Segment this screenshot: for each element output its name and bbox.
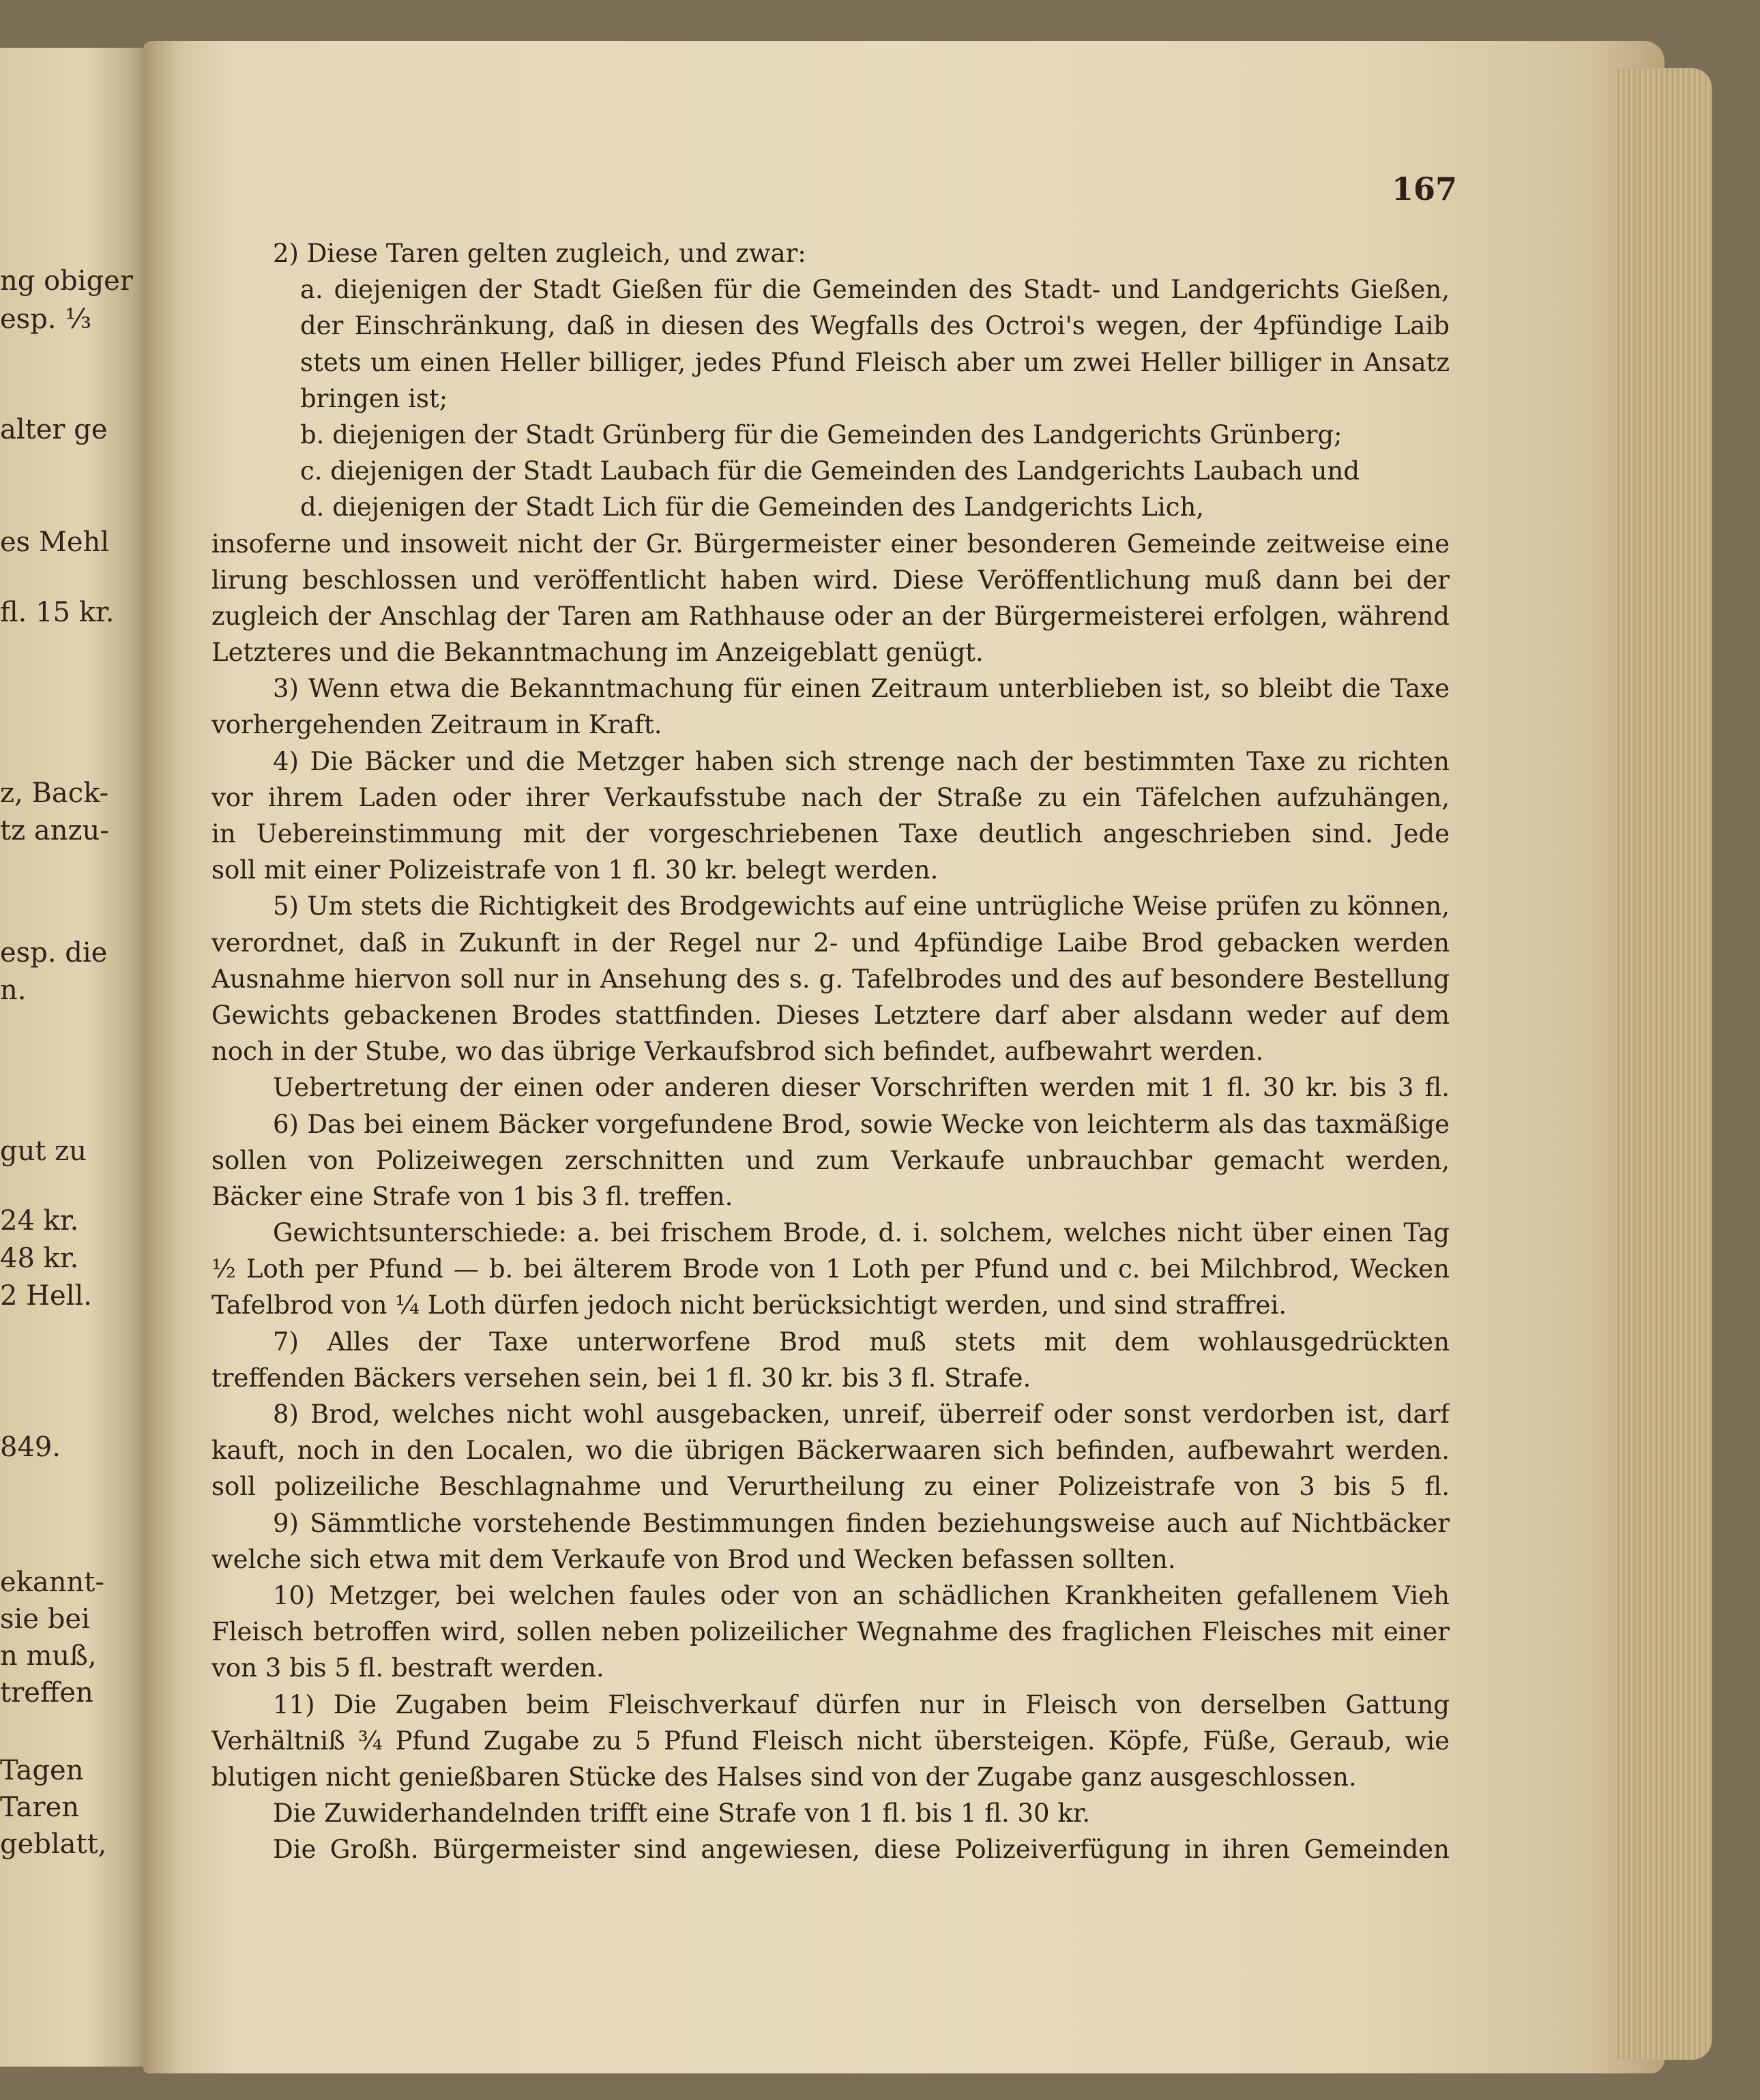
text-line: sollen von Polizeiwegen zerschnitten und zum Verkaufe unbrauchbar gemacht werden,	[211, 1145, 1450, 1175]
text-line: in Uebereinstimmung mit der vorgeschriebenen Taxe deutlich angeschrieben sind. Jede	[211, 819, 1450, 848]
page-fore-edge	[1617, 68, 1712, 2060]
text-line: Letzteres und die Bekanntmachung im Anzeigeblatt genügt.	[211, 638, 984, 668]
text-line: lirung beschlossen und veröffentlicht haben wird. Diese Veröffentlichung muß dann bei der	[211, 565, 1450, 595]
text-line: 9) Sämmtliche vorstehende Bestimmungen finden beziehungsweise auch auf Nichtbäcker	[273, 1508, 1450, 1538]
left-page-fragment: n.	[0, 975, 27, 1006]
text-line: 6) Das bei einem Bäcker vorgefundene Brod, sowie Wecke von leichterm als das taxmäßige	[273, 1109, 1450, 1139]
left-page-fragment: z, Back-	[0, 778, 109, 809]
text-line: kauft, noch in den Localen, wo die übrigen Bäckerwaaren sich befinden, aufbewahrt werden.	[211, 1436, 1450, 1466]
left-page-fragment: ekannt-	[0, 1567, 104, 1598]
text-line: noch in der Stube, wo das übrige Verkaufsbrod sich befindet, aufbewahrt werden.	[211, 1037, 1264, 1067]
text-line: b. diejenigen der Stadt Grünberg für die Gemeinden des Landgerichts Grünberg;	[300, 419, 1343, 449]
text-line: 3) Wenn etwa die Bekanntmachung für einen Zeitraum unterblieben ist, so bleibt die Taxe	[273, 674, 1450, 704]
left-page-fragment: tz anzu-	[0, 815, 109, 846]
text-line: blutigen nicht genießbaren Stücke des Halses sind von der Zugabe ganz ausgeschlossen.	[211, 1762, 1357, 1792]
text-line: insoferne und insoweit nicht der Gr. Bürgermeister einer besonderen Gemeinde zeitweise eine	[211, 529, 1450, 559]
text-line: Verhältniß ¾ Pfund Zugabe zu 5 Pfund Fleisch nicht übersteigen. Köpfe, Füße, Geraub, wie	[211, 1726, 1450, 1756]
left-page-fragment: treffen	[0, 1677, 93, 1709]
text-line: Uebertretung der einen oder anderen dieser Vorschriften werden mit 1 fl. 30 kr. bis 3 fl.	[273, 1073, 1450, 1103]
facing-left-page	[0, 48, 156, 2067]
text-line: Ausnahme hiervon soll nur in Ansehung des s. g. Tafelbrodes und des auf besondere Bestellung	[211, 964, 1450, 994]
text-line: soll polizeiliche Beschlagnahme und Verurtheilung zu einer Polizeistrafe von 3 bis 5 fl.	[211, 1472, 1450, 1502]
left-page-fragment: Tagen	[0, 1755, 84, 1786]
left-page-fragment: esp. die	[0, 937, 108, 968]
page-number: 167	[1392, 171, 1458, 207]
text-line: 5) Um stets die Richtigkeit des Brodgewichts auf eine untrügliche Weise prüfen zu können,	[273, 891, 1450, 921]
body-text	[211, 235, 1450, 1867]
left-page-fragment: alter ge	[0, 414, 108, 445]
text-line: 4) Die Bäcker und die Metzger haben sich strenge nach der bestimmten Taxe zu richten	[273, 746, 1450, 776]
text-line: von 3 bis 5 fl. bestraft werden.	[211, 1653, 604, 1683]
text-line: bringen ist;	[300, 383, 448, 413]
left-page-fragment: es Mehl	[0, 527, 110, 558]
left-page-fragment: esp. ⅓	[0, 304, 92, 335]
text-line: Fleisch betroffen wird, sollen neben polizeilicher Wegnahme des fraglichen Fleisches mit einer	[211, 1617, 1450, 1647]
left-page-fragment: 2 Hell.	[0, 1280, 93, 1312]
left-page-fragment: geblatt,	[0, 1829, 107, 1860]
text-line: 11) Die Zugaben beim Fleischverkauf dürfen nur in Fleisch von derselben Gattung	[273, 1689, 1450, 1719]
text-line: vor ihrem Laden oder ihrer Verkaufsstube nach der Straße zu ein Täfelchen aufzuhängen,	[211, 782, 1450, 812]
left-page-fragment: sie bei	[0, 1603, 90, 1635]
left-page-fragment: n muß,	[0, 1640, 97, 1672]
left-page-fragment: Taren	[0, 1792, 79, 1823]
text-line: Gewichtsunterschiede: a. bei frischem Brode, d. i. solchem, welches nicht über einen Tag	[273, 1218, 1450, 1248]
text-line: ½ Loth per Pfund — b. bei älterem Brode von 1 Loth per Pfund und c. bei Milchbrod, Wecken	[211, 1254, 1450, 1284]
text-line: stets um einen Heller billiger, jedes Pfund Fleisch aber um zwei Heller billiger in Ansatz	[300, 347, 1450, 377]
text-line: 7) Alles der Taxe unterworfene Brod muß stets mit dem wohlausgedrückten	[273, 1327, 1450, 1357]
left-page-fragment: fl. 15 kr.	[0, 597, 115, 628]
text-line: Gewichts gebackenen Brodes stattfinden. Dieses Letztere darf aber alsdann weder auf dem	[211, 1000, 1450, 1030]
text-line: Tafelbrod von ¼ Loth dürfen jedoch nicht berücksichtigt werden, und sind straffrei.	[211, 1290, 1287, 1320]
text-line: der Einschränkung, daß in diesen des Wegfalls des Octroi's wegen, der 4pfündige Laib	[300, 311, 1450, 341]
text-line: Bäcker eine Strafe von 1 bis 3 fl. treffen.	[211, 1181, 733, 1211]
text-line: soll mit einer Polizeistrafe von 1 fl. 30 kr. belegt werden.	[211, 855, 939, 885]
text-line: Die Großh. Bürgermeister sind angewiesen, diese Polizeiverfügung in ihren Gemeinden	[273, 1835, 1450, 1865]
text-line: Die Zuwiderhandelnden trifft eine Strafe von 1 fl. bis 1 fl. 30 kr.	[273, 1799, 1091, 1829]
left-page-fragment: 24 kr.	[0, 1205, 79, 1237]
text-line: vorhergehenden Zeitraum in Kraft.	[211, 710, 662, 740]
text-line: zugleich der Anschlag der Taren am Rathhause oder an der Bürgermeisterei erfolgen, während	[211, 601, 1450, 631]
left-page-fragment: 48 kr.	[0, 1243, 79, 1274]
text-line: 2) Diese Taren gelten zugleich, und zwar:	[273, 239, 806, 268]
left-page-fragment: 849.	[0, 1432, 61, 1463]
text-line: 8) Brod, welches nicht wohl ausgebacken, unreif, überreif oder sonst verdorben ist, darf	[273, 1400, 1450, 1429]
left-page-fragment: ng obiger	[0, 265, 133, 297]
text-line: c. diejenigen der Stadt Laubach für die Gemeinden des Landgerichts Laubach und	[300, 456, 1360, 486]
text-line: welche sich etwa mit dem Verkaufe von Brod und Wecken befassen sollten.	[211, 1544, 1176, 1574]
text-line: treffenden Bäckers versehen sein, bei 1 fl. 30 kr. bis 3 fl. Strafe.	[211, 1363, 1031, 1393]
text-line: verordnet, daß in Zukunft in der Regel nur 2- und 4pfündige Laibe Brod gebacken werden	[211, 928, 1450, 958]
text-line: 10) Metzger, bei welchen faules oder von an schädlichen Krankheiten gefallenem Vieh	[273, 1580, 1450, 1610]
text-line: d. diejenigen der Stadt Lich für die Gemeinden des Landgerichts Lich,	[300, 492, 1205, 522]
left-page-fragment: gut zu	[0, 1136, 87, 1167]
text-line: a. diejenigen der Stadt Gießen für die Gemeinden des Stadt- und Landgerichts Gießen,	[300, 275, 1450, 305]
